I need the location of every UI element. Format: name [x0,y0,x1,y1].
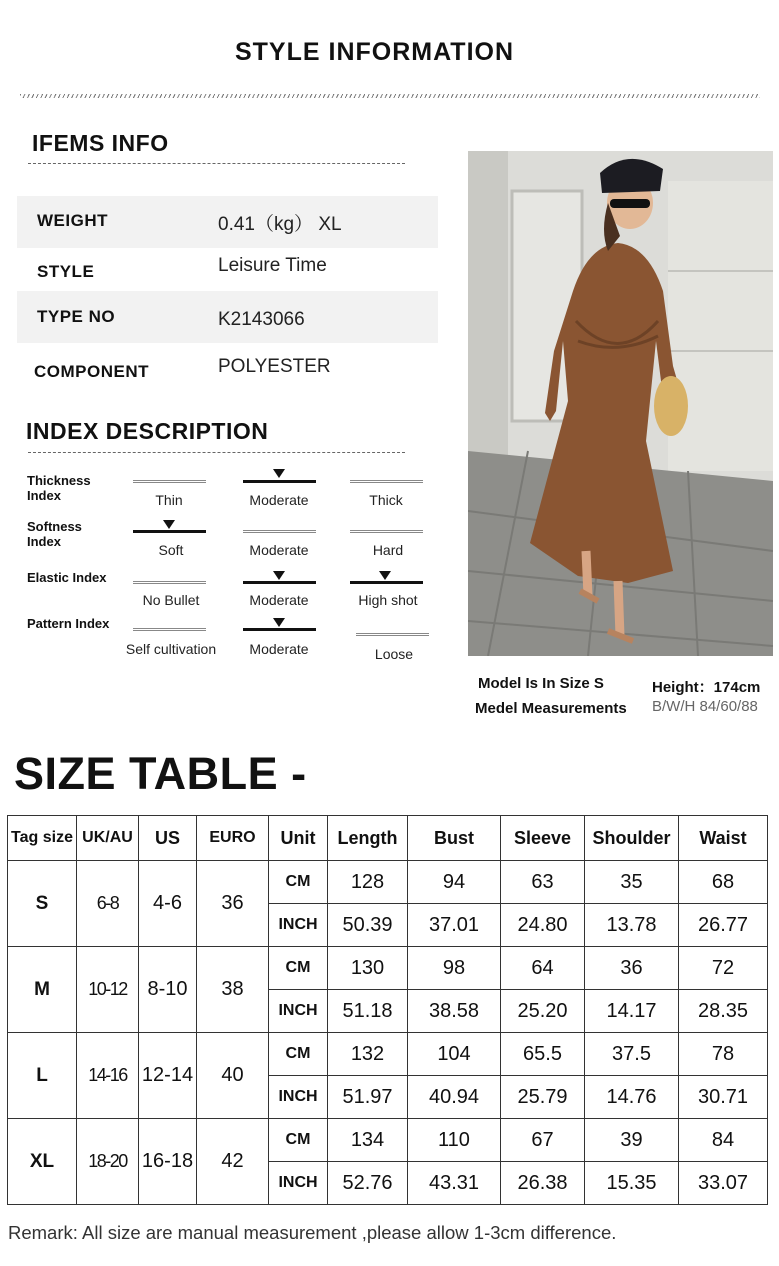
table-row [8,1033,768,1076]
index-label-pattern: Pattern Index [27,616,110,631]
index-option: Moderate [249,542,309,558]
info-label: TYPE NO [37,307,116,326]
info-value: 0.41（kg） XL [218,214,342,235]
model-height-text: Height：174cm [652,679,761,696]
column-header: Unit [269,816,328,861]
index-bar [356,633,429,636]
remark-text: Remark: All size are manual measurement ,please allow 1-3cm difference. [8,1222,617,1243]
unit-cell: CM [269,1033,328,1076]
column-header: Length [328,816,408,861]
index-option: Moderate [249,641,309,657]
table-cell: 39 [585,1119,679,1162]
info-value: K2143066 [218,309,305,330]
unit-cell: CM [269,861,328,904]
model-size-text: Model Is In Size S [478,675,604,692]
items-info-divider [28,163,405,164]
index-bar-selected [243,581,316,584]
index-option: Thick [369,492,403,508]
index-bar [350,530,423,533]
selected-arrow-icon [273,571,285,580]
unit-cell: INCH [269,1162,328,1205]
us-cell: 16-18 [139,1119,197,1205]
index-description-divider [28,452,405,453]
table-cell: 130 [328,947,408,990]
euro-cell: 42 [197,1119,269,1205]
uk-cell: 10-12 [77,947,139,1033]
table-cell: 67 [501,1119,585,1162]
column-header: Shoulder [585,816,679,861]
column-header: Bust [408,816,501,861]
index-description-heading: INDEX DESCRIPTION [26,418,269,444]
selected-arrow-icon [163,520,175,529]
size-cell: S [8,861,77,947]
table-cell: 13.78 [585,904,679,947]
selected-arrow-icon [273,618,285,627]
info-label: STYLE [37,262,95,281]
info-label: COMPONENT [34,362,149,381]
selected-arrow-icon [273,469,285,478]
index-option: No Bullet [142,592,200,608]
table-cell: 63 [501,861,585,904]
index-bar [133,480,206,483]
index-bar [133,628,206,631]
index-bar-selected [350,581,423,584]
column-header: EURO [197,816,269,861]
uk-cell: 18-20 [77,1119,139,1205]
table-cell: 30.71 [679,1076,768,1119]
table-row [8,1119,768,1162]
index-label-thickness: Thickness Index [27,473,91,503]
table-cell: 134 [328,1119,408,1162]
info-row-type-no [17,291,438,343]
table-cell: 15.35 [585,1162,679,1205]
index-bar-selected [243,480,316,483]
unit-cell: CM [269,1119,328,1162]
us-cell: 12-14 [139,1033,197,1119]
size-table [7,815,768,1205]
table-cell: 98 [408,947,501,990]
column-header: Waist [679,816,768,861]
index-bar-selected [133,530,206,533]
info-row-component [17,346,438,398]
table-cell: 51.97 [328,1076,408,1119]
column-header: Tag size [8,816,77,861]
info-value: Leisure Time [218,255,327,276]
column-header: Sleeve [501,816,585,861]
us-cell: 4-6 [139,861,197,947]
table-cell: 84 [679,1119,768,1162]
unit-cell: CM [269,947,328,990]
index-option: Self cultivation [125,641,217,657]
info-value: POLYESTER [218,356,331,377]
unit-cell: INCH [269,904,328,947]
table-cell: 78 [679,1033,768,1076]
column-header: UK/AU [77,816,139,861]
table-cell: 28.35 [679,990,768,1033]
model-photo [468,151,773,656]
table-cell: 50.39 [328,904,408,947]
column-header: US [139,816,197,861]
table-cell: 37.01 [408,904,501,947]
table-cell: 25.79 [501,1076,585,1119]
size-table-header-row [8,816,768,861]
model-bwh-text: B/W/H 84/60/88 [652,698,758,715]
table-cell: 14.17 [585,990,679,1033]
table-cell: 25.20 [501,990,585,1033]
table-cell: 51.18 [328,990,408,1033]
index-option: High shot [358,592,418,608]
table-cell: 52.76 [328,1162,408,1205]
model-measurements-label: Medel Measurements [475,700,627,717]
size-table-heading: SIZE TABLE - [14,748,307,799]
table-cell: 26.38 [501,1162,585,1205]
index-option: Moderate [249,592,309,608]
table-cell: 110 [408,1119,501,1162]
table-cell: 68 [679,861,768,904]
uk-cell: 6-8 [77,861,139,947]
euro-cell: 40 [197,1033,269,1119]
table-cell: 40.94 [408,1076,501,1119]
table-cell: 26.77 [679,904,768,947]
table-cell: 14.76 [585,1076,679,1119]
info-row-weight [17,196,438,248]
page-title: STYLE INFORMATION [234,38,515,66]
index-option: Thin [155,492,183,508]
euro-cell: 36 [197,861,269,947]
table-cell: 36 [585,947,679,990]
uk-cell: 14-16 [77,1033,139,1119]
euro-cell: 38 [197,947,269,1033]
size-cell: M [8,947,77,1033]
index-bar [243,530,316,533]
index-bar [350,480,423,483]
table-cell: 128 [328,861,408,904]
index-label-elastic: Elastic Index [27,570,107,585]
table-cell: 132 [328,1033,408,1076]
index-bar-selected [243,628,316,631]
index-option: Soft [158,542,184,558]
title-divider [20,94,760,98]
index-option: Hard [372,542,404,558]
table-row [8,861,768,904]
selected-arrow-icon [379,571,391,580]
table-cell: 65.5 [501,1033,585,1076]
info-label: WEIGHT [37,211,108,230]
size-cell: L [8,1033,77,1119]
items-info-heading: IFEMS INFO [32,130,169,156]
index-option: Loose [374,646,414,662]
table-cell: 43.31 [408,1162,501,1205]
unit-cell: INCH [269,1076,328,1119]
us-cell: 8-10 [139,947,197,1033]
table-cell: 35 [585,861,679,904]
unit-cell: INCH [269,990,328,1033]
table-cell: 38.58 [408,990,501,1033]
table-cell: 72 [679,947,768,990]
table-cell: 64 [501,947,585,990]
table-cell: 24.80 [501,904,585,947]
size-cell: XL [8,1119,77,1205]
table-cell: 104 [408,1033,501,1076]
index-label-softness: Softness Index [27,519,82,549]
index-bar [133,581,206,584]
table-row [8,947,768,990]
index-option: Moderate [249,492,309,508]
table-cell: 33.07 [679,1162,768,1205]
table-cell: 94 [408,861,501,904]
table-cell: 37.5 [585,1033,679,1076]
